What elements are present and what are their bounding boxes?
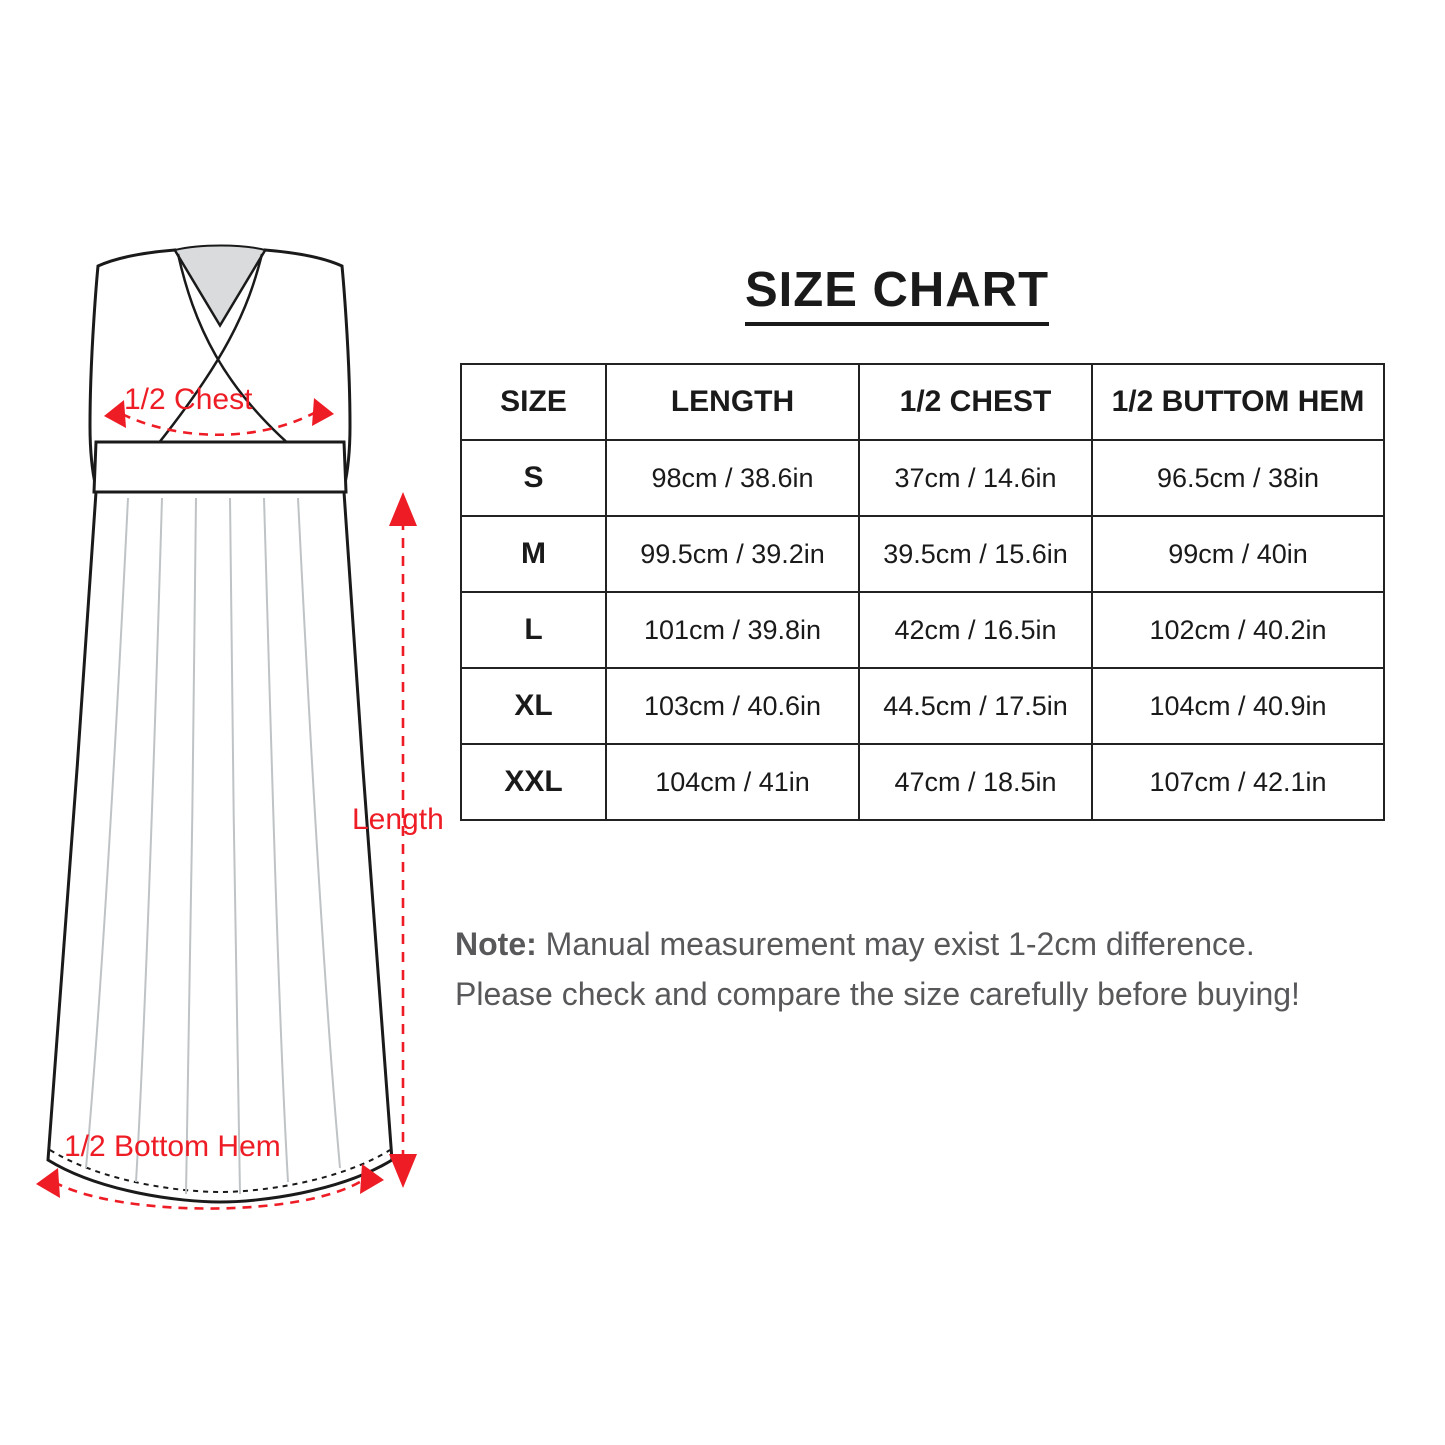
note-text-line-1: Manual measurement may exist 1-2cm difference.: [536, 926, 1255, 962]
cell-half-chest: 44.5cm / 17.5in: [859, 668, 1092, 744]
cell-half-chest: 42cm / 16.5in: [859, 592, 1092, 668]
note-label: Note:: [455, 926, 537, 962]
dress-illustration: [0, 0, 470, 1445]
dress-diagram-svg: [10, 230, 430, 1240]
cell-length: 101cm / 39.8in: [606, 592, 859, 668]
table-row: [461, 592, 1384, 668]
size-chart-panel: [455, 0, 1445, 1445]
table-row: [461, 744, 1384, 820]
cell-half-hem: 104cm / 40.9in: [1092, 668, 1384, 744]
table-header-row: [461, 364, 1384, 440]
cell-half-chest: 37cm / 14.6in: [859, 440, 1092, 516]
size-chart-table: [460, 363, 1385, 821]
column-header-half-bottom-hem: 1/2 BUTTOM HEM: [1092, 364, 1384, 440]
cell-half-hem: 96.5cm / 38in: [1092, 440, 1384, 516]
cell-half-chest: 39.5cm / 15.6in: [859, 516, 1092, 592]
dress-skirt-outline: [48, 492, 392, 1202]
cell-half-chest: 47cm / 18.5in: [859, 744, 1092, 820]
cell-half-hem: 99cm / 40in: [1092, 516, 1384, 592]
length-measure-arrow: [389, 492, 417, 1188]
cell-length: 104cm / 41in: [606, 744, 859, 820]
cell-half-hem: 107cm / 42.1in: [1092, 744, 1384, 820]
cell-size: S: [461, 440, 606, 516]
table-row: [461, 668, 1384, 744]
cell-length: 103cm / 40.6in: [606, 668, 859, 744]
label-bottom-hem: 1/2 Bottom Hem: [64, 1130, 281, 1163]
cell-size: M: [461, 516, 606, 592]
column-header-length: LENGTH: [606, 364, 859, 440]
column-header-half-chest: 1/2 CHEST: [859, 364, 1092, 440]
note-block: [455, 920, 1410, 1019]
cell-size: XXL: [461, 744, 606, 820]
cell-half-hem: 102cm / 40.2in: [1092, 592, 1384, 668]
table-row: [461, 516, 1384, 592]
dress-waistband: [94, 442, 346, 492]
cell-size: L: [461, 592, 606, 668]
page-title: SIZE CHART: [745, 262, 1049, 326]
cell-length: 99.5cm / 39.2in: [606, 516, 859, 592]
label-length: Length: [352, 803, 444, 836]
note-text-line-2: Please check and compare the size carefully before buying!: [455, 975, 1300, 1012]
column-header-size: SIZE: [461, 364, 606, 440]
label-half-chest: 1/2 Chest: [124, 383, 253, 416]
cell-size: XL: [461, 668, 606, 744]
cell-length: 98cm / 38.6in: [606, 440, 859, 516]
table-row: [461, 440, 1384, 516]
